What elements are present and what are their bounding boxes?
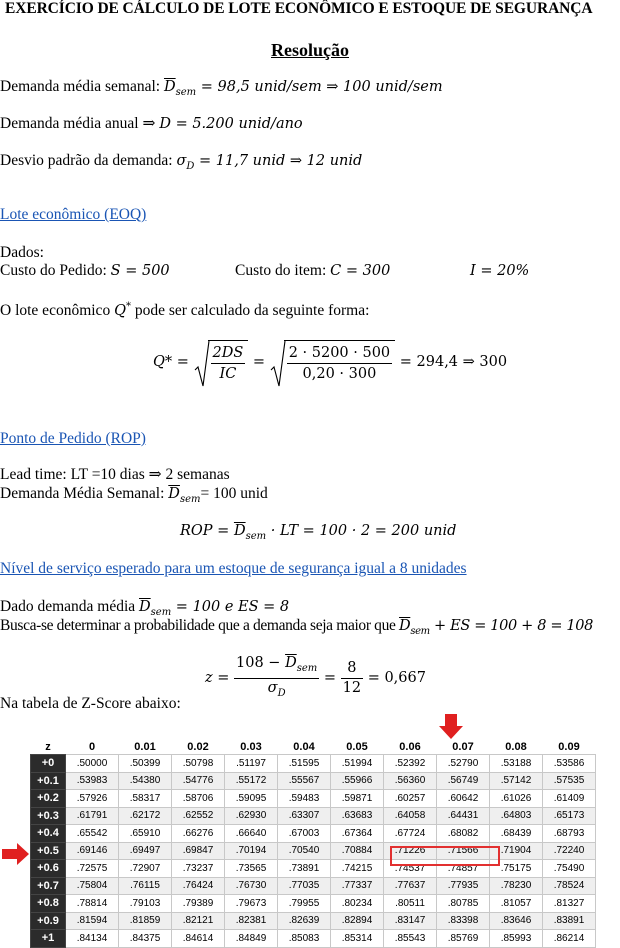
probability-label: Busca-se determinar a probabilidade que a demanda seja maior que: [0, 617, 400, 634]
z-table-row-header: +0.8: [31, 895, 66, 913]
rop-heading-link[interactable]: Ponto de Pedido (ROP): [0, 430, 146, 447]
given-demand-label: Dado demanda média: [0, 598, 140, 615]
weekly-avg-demand-symbol: $\overline{D}_{sem}$: [168, 486, 201, 505]
z-table-cell: .66276: [172, 825, 225, 843]
annual-demand-line: [0, 115, 303, 133]
z-table-cell: .50798: [172, 755, 225, 773]
order-cost-label: Custo do Pedido:: [0, 262, 111, 279]
z-table-cell: .73237: [172, 860, 225, 878]
rop-formula: ROP = $\overline{D}_{sem}$ · LT = 100 · 2 = 200 unid: [180, 523, 457, 542]
eoq-formula-result: = 294,4 ⇒ 300: [399, 354, 508, 370]
eoq-formula-lhs: Q* =: [153, 354, 189, 370]
z-table-row: [31, 842, 596, 860]
z-table-cell: .71226: [384, 842, 437, 860]
z-table-cell: .76730: [225, 877, 278, 895]
z-table-cell: .57926: [66, 790, 119, 808]
z-table-cell: .77935: [437, 877, 490, 895]
weekly-avg-demand-label: Demanda Média Semanal:: [0, 485, 169, 502]
weekly-demand-value: = 98,5 unid/sem ⇒ 100 unid/sem: [196, 79, 443, 95]
z-table-cell: .73565: [225, 860, 278, 878]
order-cost-line: [0, 262, 170, 280]
z-table-cell: .79103: [119, 895, 172, 913]
z-table-row: [31, 755, 596, 773]
z-table-cell: .83398: [437, 912, 490, 930]
eoq-den-2: 0,20 · 300: [287, 363, 392, 384]
z-table-cell: .56360: [384, 772, 437, 790]
z-table-col-header: 0.07: [452, 741, 474, 753]
z-table-cell: .70194: [225, 842, 278, 860]
eoq-formula: Q* = $\frac{2DS}{IC}$ = $\frac{2 \cdot 5200 \cdot 500}{0,20 \cdot 300}$ = 294,4 ⇒ 300: [153, 340, 507, 384]
z-table-cell: .81859: [119, 912, 172, 930]
z-table-cell: .71904: [490, 842, 543, 860]
z-table-cell: .76115: [119, 877, 172, 895]
z-table-cell: .77637: [384, 877, 437, 895]
service-level-heading-link[interactable]: Nível de serviço esperado para um estoque de segurança igual a 8 unidades: [0, 560, 467, 577]
lead-time-line: Lead time: LT =10 dias ⇒ 2 semanas: [0, 466, 230, 483]
z-table-cell: .54776: [172, 772, 225, 790]
z-table-cell: .77337: [331, 877, 384, 895]
highlight-box: [390, 846, 500, 866]
z-table-cell: .59095: [225, 790, 278, 808]
z-table-cell: .56749: [437, 772, 490, 790]
z-table-row: [31, 895, 596, 913]
z-table-cell: .85993: [490, 930, 543, 948]
eoq-q-symbol: Q*: [114, 301, 131, 319]
z-table-cell: .57535: [543, 772, 596, 790]
down-arrow-icon: [438, 714, 464, 740]
annual-demand-symbol: D: [159, 116, 171, 132]
z-table-cell: .83891: [543, 912, 596, 930]
z-table-cell: .80785: [437, 895, 490, 913]
eoq-intro-text-2: pode ser calculado da seguinte forma:: [130, 301, 370, 319]
z-table-row: [31, 772, 596, 790]
z-table-row-header: +0.7: [31, 877, 66, 895]
resolution-heading: Resolução: [271, 40, 349, 60]
z-table-cell: .70884: [331, 842, 384, 860]
item-cost-label: Custo do item:: [235, 262, 331, 279]
z-table-cell: .63683: [331, 807, 384, 825]
z-frac-2: [341, 659, 363, 698]
z-result: = 0,667: [367, 669, 426, 686]
z-table-cell: .71566: [437, 842, 490, 860]
z-table-row-header: +0.5: [31, 842, 66, 860]
z-table-cell: .78230: [490, 877, 543, 895]
eoq-intro-text-1: O lote econômico: [0, 301, 115, 319]
z-table-cell: .68082: [437, 825, 490, 843]
z-table-cell: .55966: [331, 772, 384, 790]
z-table-cell: .74537: [384, 860, 437, 878]
z-table-cell: .82381: [225, 912, 278, 930]
z-table-cell: .52392: [384, 755, 437, 773]
z-table-cell: .84614: [172, 930, 225, 948]
eoq-sqrt-1: [194, 340, 249, 384]
weekly-avg-demand-value: = 100 unid: [200, 485, 268, 502]
z-table-cell: .67364: [331, 825, 384, 843]
z-table-cell: .83147: [384, 912, 437, 930]
z-table-cell: .65173: [543, 807, 596, 825]
z-table-cell: .80234: [331, 895, 384, 913]
z-table-cell: .74215: [331, 860, 384, 878]
z-table-cell: .79955: [278, 895, 331, 913]
weekly-demand-label: Demanda média semanal:: [0, 78, 164, 95]
eoq-den-1: IC: [211, 363, 246, 384]
z-table-cell: .58317: [119, 790, 172, 808]
z-table-row: [31, 912, 596, 930]
z-table-cell: .51197: [225, 755, 278, 773]
z-table-cell: .62930: [225, 807, 278, 825]
z-table-row-header: +0.4: [31, 825, 66, 843]
eoq-heading-link[interactable]: Lote econômico (EOQ): [0, 206, 147, 223]
z-table-cell: .50000: [66, 755, 119, 773]
z-table-cell: .55172: [225, 772, 278, 790]
z-table-cell: .62172: [119, 807, 172, 825]
z-table-row-header: +0.3: [31, 807, 66, 825]
z-den-2: 12: [342, 679, 362, 696]
z-table-col-header: 0.05: [346, 741, 368, 753]
z-table-row-header: +0: [31, 755, 66, 773]
z-table-cell: .81057: [490, 895, 543, 913]
z-table-col-header: 0.03: [240, 741, 262, 753]
probability-value: + ES = 100 + 8 = 108: [429, 618, 594, 634]
z-table-cell: .52790: [437, 755, 490, 773]
z-table-col-header: 0.06: [399, 741, 421, 753]
z-table-cell: .72907: [119, 860, 172, 878]
weekly-demand-line: [0, 78, 443, 102]
interest-rate-value: I = 20%: [470, 263, 530, 279]
z-table-corner: z: [45, 741, 51, 753]
table-intro-text: Na tabela de Z-Score abaixo:: [0, 695, 181, 712]
z-table-cell: .85314: [331, 930, 384, 948]
z-table-cell: .75490: [543, 860, 596, 878]
z-table-cell: .75804: [66, 877, 119, 895]
weekly-demand-symbol: $\overline{D}_{sem}$: [163, 79, 197, 98]
z-table-col-header: 0: [88, 741, 96, 753]
z-table-cell: .68439: [490, 825, 543, 843]
z-table-cell: .84375: [119, 930, 172, 948]
z-table-col-header: 0.08: [505, 741, 527, 753]
z-table-cell: .51595: [278, 755, 331, 773]
probability-line: [0, 617, 593, 641]
z-table-row: [31, 860, 596, 878]
std-dev-symbol: $\sigma_D$: [176, 153, 195, 172]
given-demand-value: = 100 e ES = 8: [171, 599, 290, 615]
z-table-cell: .69847: [172, 842, 225, 860]
z-table-row: [31, 877, 596, 895]
weekly-avg-demand-line: [0, 485, 268, 509]
z-table-row-header: +0.2: [31, 790, 66, 808]
z-table-cell: .70540: [278, 842, 331, 860]
z-table-col-header: 0.02: [187, 741, 209, 753]
z-table-row-header: +0.6: [31, 860, 66, 878]
z-table-cell: .82894: [331, 912, 384, 930]
z-table-header-row: [31, 740, 596, 755]
z-table-col-header: 0.09: [558, 741, 580, 753]
z-num-1: 108 −: [236, 655, 286, 671]
z-table-cell: .79673: [225, 895, 278, 913]
z-table-cell: .64431: [437, 807, 490, 825]
z-table-cell: .59483: [278, 790, 331, 808]
z-table-cell: .86214: [543, 930, 596, 948]
z-table-cell: .65542: [66, 825, 119, 843]
z-table-cell: .51994: [331, 755, 384, 773]
z-formula-lhs: z =: [205, 669, 230, 686]
z-den-1: σ: [267, 679, 278, 696]
z-table-cell: .60257: [384, 790, 437, 808]
z-table-cell: .85083: [278, 930, 331, 948]
eoq-sqrt-2: [270, 340, 395, 384]
right-arrow-icon: [2, 843, 30, 865]
z-table-cell: .78814: [66, 895, 119, 913]
z-table-cell: .81594: [66, 912, 119, 930]
z-table-cell: .67724: [384, 825, 437, 843]
z-table-cell: .61026: [490, 790, 543, 808]
z-table-cell: .78524: [543, 877, 596, 895]
z-table-cell: .55567: [278, 772, 331, 790]
std-dev-label: Desvio padrão da demanda:: [0, 152, 177, 169]
std-dev-value: = 11,7 unid ⇒ 12 unid: [194, 153, 363, 169]
z-table-cell: .61409: [543, 790, 596, 808]
z-table-cell: .68793: [543, 825, 596, 843]
z-table-cell: .69497: [119, 842, 172, 860]
z-table-cell: .69146: [66, 842, 119, 860]
z-table-cell: .76424: [172, 877, 225, 895]
z-num-2: 8: [347, 659, 357, 676]
z-table-cell: .53586: [543, 755, 596, 773]
z-table-cell: .79389: [172, 895, 225, 913]
z-table-row: [31, 930, 596, 948]
z-table-cell: .74857: [437, 860, 490, 878]
z-table-cell: .64058: [384, 807, 437, 825]
z-table-row: [31, 825, 596, 843]
document-title: EXERCÍCIO DE CÁLCULO DE LOTE ECONÔMICO E ESTOQUE DE SEGURANÇA: [5, 0, 593, 17]
z-table-cell: .72240: [543, 842, 596, 860]
z-table-cell: .67003: [278, 825, 331, 843]
annual-demand-label: Demanda média anual ⇒: [0, 115, 160, 132]
given-demand-symbol: $\overline{D}_{sem}$: [139, 599, 172, 618]
rop-formula-rhs: · LT = 100 · 2 = 200 unid: [266, 523, 457, 539]
order-cost-value: S = 500: [110, 263, 170, 279]
z-table-cell: .57142: [490, 772, 543, 790]
z-table-cell: .58706: [172, 790, 225, 808]
item-cost-line: [235, 262, 390, 280]
z-table-cell: .53188: [490, 755, 543, 773]
z-table-cell: .72575: [66, 860, 119, 878]
z-table-col-header: 0.04: [293, 741, 315, 753]
z-frac-1: $\frac{108 - \overline{D}_{sem}}{\sigma_D}$: [234, 654, 319, 703]
z-table-cell: .75175: [490, 860, 543, 878]
z-table-cell: .84134: [66, 930, 119, 948]
probability-symbol: $\overline{D}_{sem}$: [399, 618, 430, 637]
z-table-cell: .64803: [490, 807, 543, 825]
z-table-cell: .59871: [331, 790, 384, 808]
z-table-row: [31, 790, 596, 808]
z-table-row-header: +0.1: [31, 772, 66, 790]
rop-formula-lhs: ROP =: [180, 523, 234, 539]
std-dev-line: [0, 152, 362, 176]
annual-demand-value: = 5.200 unid/ano: [170, 116, 303, 132]
z-table-cell: .65910: [119, 825, 172, 843]
eoq-num-1: 2DS: [212, 345, 244, 361]
z-table-row-header: +0.9: [31, 912, 66, 930]
z-table-cell: .81327: [543, 895, 596, 913]
z-table-cell: .82639: [278, 912, 331, 930]
z-table-cell: .83646: [490, 912, 543, 930]
z-table-cell: .61791: [66, 807, 119, 825]
z-table-cell: .73891: [278, 860, 331, 878]
z-table-cell: .53983: [66, 772, 119, 790]
z-table-cell: .85769: [437, 930, 490, 948]
item-cost-value: C = 300: [330, 263, 391, 279]
z-table-cell: .85543: [384, 930, 437, 948]
z-table-cell: .77035: [278, 877, 331, 895]
eoq-num-2: 2 · 5200 · 500: [288, 345, 391, 361]
z-table-cell: .50399: [119, 755, 172, 773]
z-table-col-header: 0.01: [134, 741, 156, 753]
z-table-cell: .84849: [225, 930, 278, 948]
z-table-cell: .62552: [172, 807, 225, 825]
z-formula: z = $\frac{108 - \overline{D}_{sem}}{\sigma_D}$ = $\frac{8}{12}$ = 0,667: [205, 654, 426, 703]
dados-label: Dados:: [0, 244, 44, 261]
z-table-cell: .80511: [384, 895, 437, 913]
eoq-intro-line: [0, 298, 369, 320]
z-table-row-header: +1: [31, 930, 66, 948]
z-table-cell: .63307: [278, 807, 331, 825]
z-table-cell: .54380: [119, 772, 172, 790]
z-table-cell: .60642: [437, 790, 490, 808]
z-table-cell: .66640: [225, 825, 278, 843]
z-table-cell: .82121: [172, 912, 225, 930]
z-table-row: [31, 807, 596, 825]
z-score-table: [30, 740, 596, 948]
